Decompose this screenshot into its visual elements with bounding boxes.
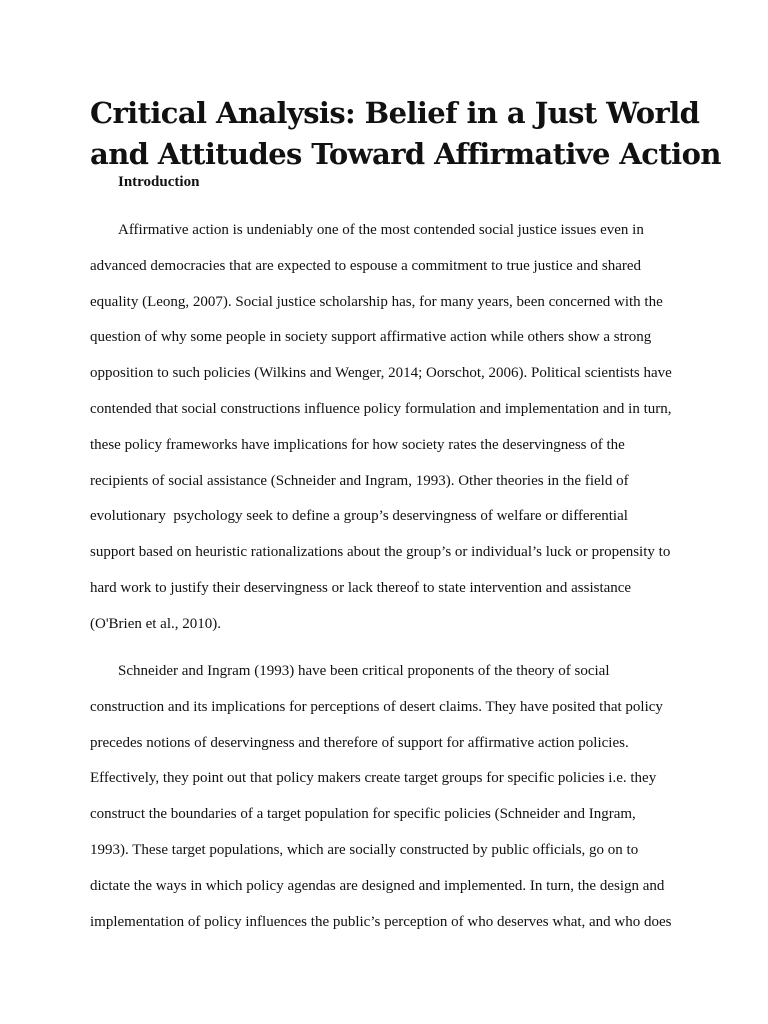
paragraph-line: support based on heuristic rationalizations about the group’s or individual’s luck or propensity to xyxy=(90,544,671,561)
paragraph-line: opposition to such policies (Wilkins and Wenger, 2014; Oorschot, 2006). Political scientists have xyxy=(90,365,672,382)
document-title xyxy=(90,93,730,175)
paragraph-line: construction and its implications for perceptions of desert claims. They have posited that policy xyxy=(90,698,663,715)
title-line-2: and Attitudes Toward Affirmative Action xyxy=(90,137,721,171)
paragraph-line: 1993). These target populations, which are socially constructed by public officials, go on to xyxy=(90,841,639,858)
paragraph-line: these policy frameworks have implications for how society rates the deservingness of the xyxy=(90,436,625,453)
paragraph-line: hard work to justify their deservingness or lack thereof to state intervention and assistance xyxy=(90,579,632,596)
paragraph-2 xyxy=(90,661,690,947)
title-line-1: Critical Analysis: Belief in a Just World xyxy=(90,96,700,130)
paragraph-line: Schneider and Ingram (1993) have been critical proponents of the theory of social xyxy=(118,663,610,679)
paragraph-line: implementation of policy influences the public’s perception of who deserves what, and who does xyxy=(90,913,672,930)
paragraph-line: Effectively, they point out that policy makers create target groups for specific policies i.e. they xyxy=(90,770,657,787)
paragraph-line: construct the boundaries of a target population for specific policies (Schneider and Ingram, xyxy=(90,806,636,823)
paragraph-1 xyxy=(90,220,690,650)
paragraph-line: contended that social constructions influence policy formulation and implementation and in turn, xyxy=(90,400,672,417)
section-heading-introduction: Introduction xyxy=(118,174,200,190)
paragraph-line: Affirmative action is undeniably one of the most contended social justice issues even in xyxy=(118,222,644,238)
paragraph-line: (O'Brien et al., 2010). xyxy=(90,615,222,632)
paragraph-line: equality (Leong, 2007). Social justice scholarship has, for many years, been concerned with the xyxy=(90,293,663,310)
paragraph-line: precedes notions of deservingness and therefore of support for affirmative action policies. xyxy=(90,734,629,751)
paragraph-line: recipients of social assistance (Schneider and Ingram, 1993). Other theories in the field of xyxy=(90,472,629,489)
paragraph-line: dictate the ways in which policy agendas are designed and implemented. In turn, the design and xyxy=(90,877,665,894)
paragraph-line: question of why some people in society support affirmative action while others show a strong xyxy=(90,329,652,346)
paragraph-line: evolutionary psychology seek to define a group’s deservingness of welfare or differential xyxy=(90,508,628,525)
paragraph-line: advanced democracies that are expected to espouse a commitment to true justice and shared xyxy=(90,257,642,274)
